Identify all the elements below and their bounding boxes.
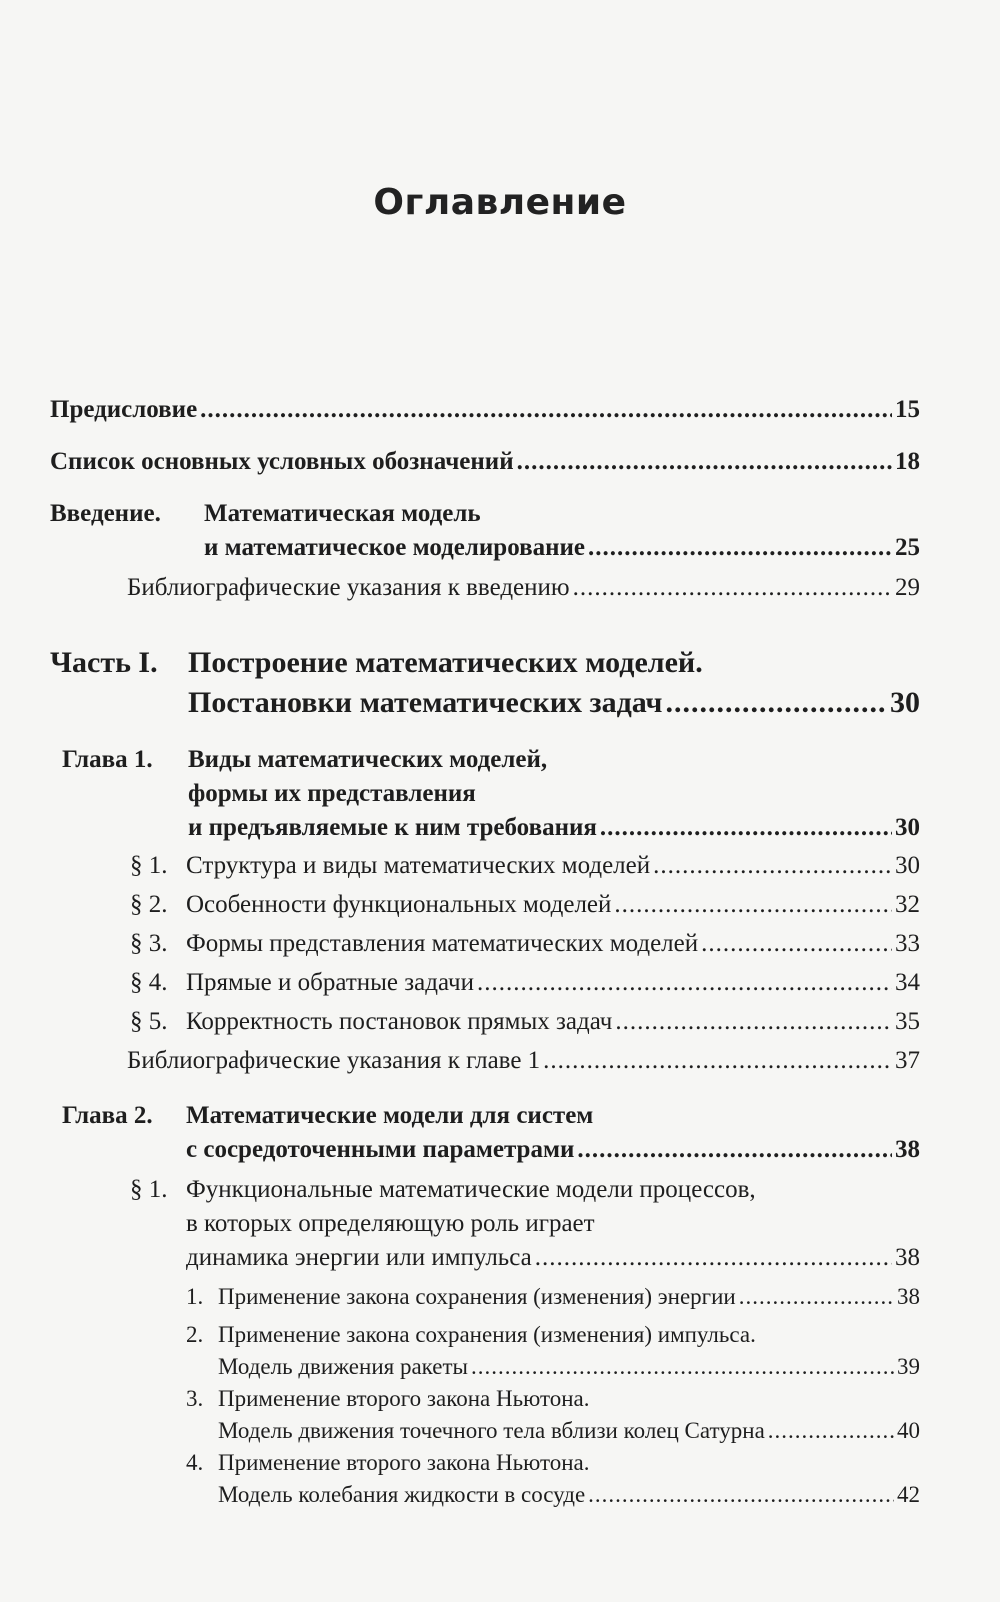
leader-dots (477, 969, 892, 997)
leader-dots (653, 852, 892, 880)
section-number: § 2. (130, 891, 168, 918)
toc-entry-label: Список основных условных обозначений (50, 448, 514, 475)
toc-entry-page: 33 (895, 930, 920, 957)
leader-dots (573, 574, 892, 602)
toc-entry-label: Формы представления математических моделей (186, 930, 699, 957)
intro-title-line1: Математическая модель (204, 500, 481, 527)
toc-entry-ch1-sec3[interactable] (186, 930, 920, 958)
subitem-line1: Применение закона сохранения (изменения) импульса. (218, 1322, 756, 1347)
toc-entry-page: 38 (895, 1136, 920, 1163)
toc-entry-label: Структура и виды математических моделей (186, 852, 651, 879)
toc-entry-label: Модель движения точечного тела вблизи колец Сатурна (218, 1418, 765, 1443)
toc-entry-intro[interactable] (204, 534, 920, 562)
subitem-number: 1. (186, 1284, 204, 1309)
toc-entry-notation[interactable] (50, 448, 920, 476)
leader-dots (600, 814, 892, 842)
section-number: § 5. (130, 1008, 168, 1035)
leader-dots (543, 1047, 892, 1075)
toc-entry-page: 39 (897, 1354, 920, 1379)
toc-entry-part1[interactable] (188, 686, 920, 720)
leader-dots (535, 1244, 892, 1272)
toc-entry-preface[interactable] (50, 396, 920, 424)
subitem-number: 3. (186, 1386, 204, 1411)
leader-dots (517, 448, 892, 476)
intro-prefix: Введение. (50, 500, 161, 527)
leader-dots (701, 930, 892, 958)
toc-entry-ch1-sec2[interactable] (186, 891, 920, 919)
subitem-line1: Применение второго закона Ньютона. (218, 1450, 590, 1475)
page-title: Оглавление (373, 182, 627, 223)
subitem-number: 2. (186, 1322, 204, 1347)
toc-entry-ch2-sec1-item1[interactable] (218, 1284, 920, 1310)
toc-entry-page: 25 (895, 534, 920, 561)
leader-dots (665, 686, 887, 720)
leader-dots (615, 1008, 892, 1036)
section-number: § 1. (130, 1176, 168, 1203)
toc-entry-page: 42 (897, 1482, 920, 1507)
toc-entry-page: 32 (895, 891, 920, 918)
toc-entry-ch2-sec1-item4[interactable] (218, 1482, 920, 1508)
toc-entry-ch2-sec1[interactable] (186, 1244, 920, 1272)
part1-title-line1: Построение математических моделей. (188, 646, 703, 679)
toc-entry-label: Предисловие (50, 396, 198, 423)
intro-title-line2: и математическое моделирование (204, 534, 585, 561)
leader-dots (614, 891, 892, 919)
chapter2-prefix: Глава 2. (62, 1102, 153, 1129)
toc-entry-chapter1[interactable] (188, 814, 920, 842)
toc-entry-label: Применение закона сохранения (изменения) энергии (218, 1284, 736, 1309)
part1-title-line2: Постановки математических задач (188, 686, 663, 719)
toc-entry-page: 30 (895, 852, 920, 879)
toc-entry-label: Корректность постановок прямых задач (186, 1008, 613, 1035)
toc-entry-page: 37 (895, 1047, 920, 1074)
ch2-sec1-line1: Функциональные математические модели процессов, (186, 1176, 756, 1203)
toc-entry-chapter2[interactable] (186, 1136, 920, 1164)
leader-dots (588, 1482, 894, 1508)
leader-dots (768, 1418, 894, 1444)
toc-entry-page: 30 (895, 814, 920, 841)
toc-entry-intro-bib[interactable] (127, 574, 920, 602)
leader-dots (200, 396, 892, 424)
ch2-sec1-line2: в которых определяющую роль играет (186, 1210, 595, 1237)
subitem-number: 4. (186, 1450, 204, 1475)
leader-dots (577, 1136, 892, 1164)
section-number: § 1. (130, 852, 168, 879)
toc-entry-page: 38 (897, 1284, 920, 1309)
toc-entry-page: 29 (895, 574, 920, 601)
toc-entry-ch2-sec1-item2[interactable] (218, 1354, 920, 1380)
toc-entry-label: Прямые и обратные задачи (186, 969, 475, 996)
chapter1-title-line2: формы их представления (188, 780, 476, 807)
subitem-line1: Применение второго закона Ньютона. (218, 1386, 590, 1411)
toc-entry-page: 18 (895, 448, 920, 475)
toc-entry-label: Библиографические указания к главе 1 (127, 1047, 541, 1074)
section-number: § 4. (130, 969, 168, 996)
chapter2-title-line2: с сосредоточенными параметрами (186, 1136, 575, 1163)
toc-entry-ch2-sec1-item3[interactable] (218, 1418, 920, 1444)
toc-entry-page: 38 (895, 1244, 920, 1271)
toc-entry-page: 40 (897, 1418, 920, 1443)
chapter2-title-line1: Математические модели для систем (186, 1102, 594, 1129)
chapter1-title-line3: и предъявляемые к ним требования (188, 814, 597, 841)
chapter1-prefix: Глава 1. (62, 746, 153, 773)
leader-dots (588, 534, 892, 562)
part1-prefix: Часть I. (50, 646, 158, 679)
toc-entry-label: Библиографические указания к введению (127, 574, 570, 601)
toc-entry-ch1-sec4[interactable] (186, 969, 920, 997)
chapter1-title-line1: Виды математических моделей, (188, 746, 548, 773)
toc-entry-page: 35 (895, 1008, 920, 1035)
ch2-sec1-line3: динамика энергии или импульса (186, 1244, 532, 1271)
toc-entry-label: Особенности функциональных моделей (186, 891, 612, 918)
toc-entry-label: Модель движения ракеты (218, 1354, 468, 1379)
section-number: § 3. (130, 930, 168, 957)
toc-entry-ch1-sec1[interactable] (186, 852, 920, 880)
toc-entry-page: 34 (895, 969, 920, 996)
toc-entry-page: 30 (890, 686, 920, 719)
leader-dots (471, 1354, 894, 1380)
toc-entry-ch1-sec5[interactable] (186, 1008, 920, 1036)
toc-entry-ch1-bib[interactable] (127, 1047, 920, 1075)
leader-dots (739, 1284, 894, 1310)
toc-entry-page: 15 (895, 396, 920, 423)
toc-entry-label: Модель колебания жидкости в сосуде (218, 1482, 586, 1507)
